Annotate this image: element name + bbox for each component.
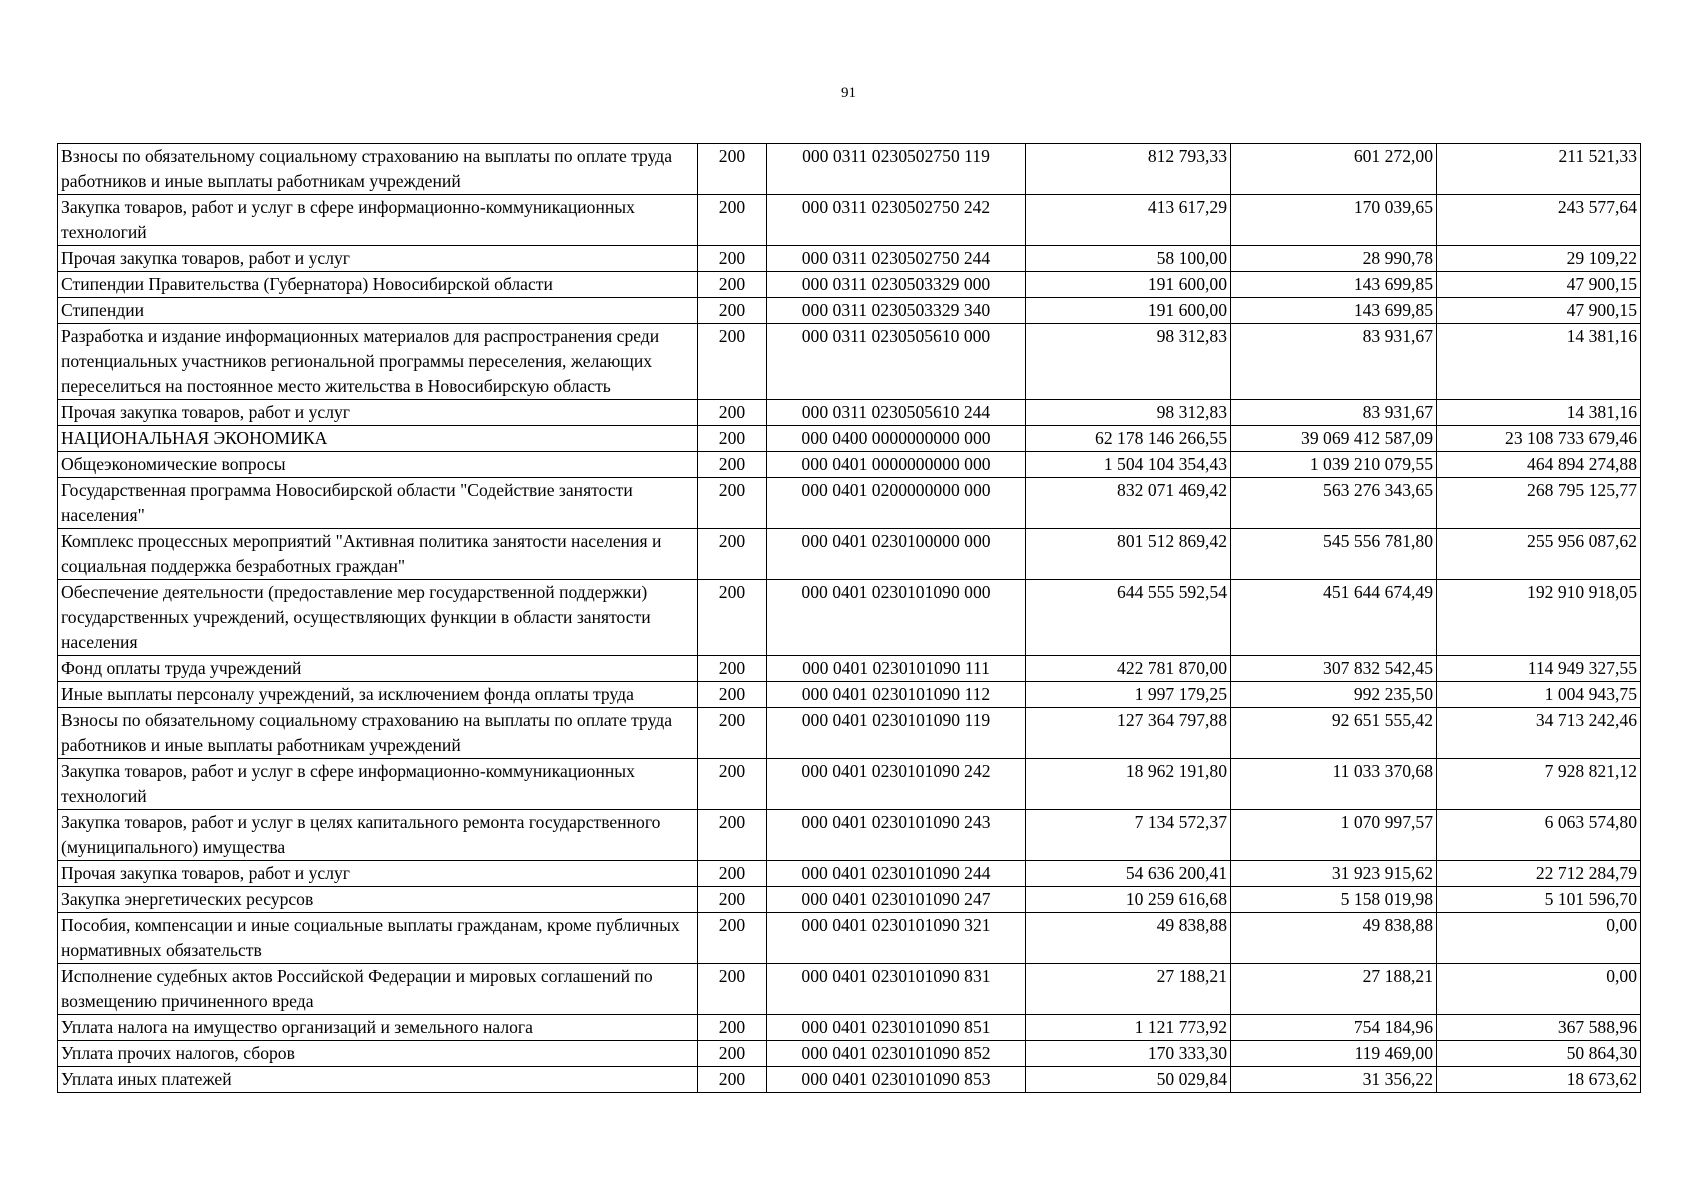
executed-amount-cell: 31 356,22 — [1231, 1067, 1437, 1093]
approved-amount-cell: 1 121 773,92 — [1026, 1015, 1231, 1041]
line-code-cell: 200 — [698, 682, 767, 708]
table-row — [58, 1015, 1641, 1041]
line-code-cell: 200 — [698, 529, 767, 580]
expense-name-cell: Прочая закупка товаров, работ и услуг — [58, 246, 698, 272]
unexecuted-amount-cell: 268 795 125,77 — [1437, 478, 1641, 529]
unexecuted-amount-cell: 243 577,64 — [1437, 195, 1641, 246]
executed-amount-cell: 451 644 674,49 — [1231, 580, 1437, 656]
line-code-cell: 200 — [698, 861, 767, 887]
table-row — [58, 810, 1641, 861]
expense-name-cell: Комплекс процессных мероприятий "Активная политика занятости населения и социальная поддержка безработных граждан" — [58, 529, 698, 580]
unexecuted-amount-cell: 0,00 — [1437, 913, 1641, 964]
line-code-cell: 200 — [698, 324, 767, 400]
table-row — [58, 1041, 1641, 1067]
unexecuted-amount-cell: 464 894 274,88 — [1437, 452, 1641, 478]
line-code-cell: 200 — [698, 580, 767, 656]
expense-name-cell: Разработка и издание информационных материалов для распространения среди потенциальных участников региональной программы переселения, желающих переселиться на постоянное место жительства в Новосибирскую область — [58, 324, 698, 400]
budget-classification-code-cell: 000 0401 0230100000 000 — [767, 529, 1026, 580]
expense-name-cell: Взносы по обязательному социальному страхованию на выплаты по оплате труда работников и иные выплаты работникам учреждений — [58, 144, 698, 195]
unexecuted-amount-cell: 211 521,33 — [1437, 144, 1641, 195]
table-row — [58, 580, 1641, 656]
unexecuted-amount-cell: 6 063 574,80 — [1437, 810, 1641, 861]
table-row — [58, 144, 1641, 195]
unexecuted-amount-cell: 367 588,96 — [1437, 1015, 1641, 1041]
expense-name-cell: Государственная программа Новосибирской области "Содействие занятости населения" — [58, 478, 698, 529]
unexecuted-amount-cell: 5 101 596,70 — [1437, 887, 1641, 913]
expense-name-cell: Обеспечение деятельности (предоставление мер государственной поддержки) государственных учреждений, осуществляющих функции в области занятости населения — [58, 580, 698, 656]
budget-classification-code-cell: 000 0401 0230101090 853 — [767, 1067, 1026, 1093]
table-row — [58, 246, 1641, 272]
executed-amount-cell: 5 158 019,98 — [1231, 887, 1437, 913]
executed-amount-cell: 83 931,67 — [1231, 400, 1437, 426]
budget-classification-code-cell: 000 0401 0230101090 247 — [767, 887, 1026, 913]
table-row — [58, 478, 1641, 529]
line-code-cell: 200 — [698, 144, 767, 195]
executed-amount-cell: 1 070 997,57 — [1231, 810, 1437, 861]
unexecuted-amount-cell: 34 713 242,46 — [1437, 708, 1641, 759]
executed-amount-cell: 143 699,85 — [1231, 298, 1437, 324]
expense-name-cell: Взносы по обязательному социальному страхованию на выплаты по оплате труда работников и иные выплаты работникам учреждений — [58, 708, 698, 759]
executed-amount-cell: 545 556 781,80 — [1231, 529, 1437, 580]
table-row — [58, 298, 1641, 324]
budget-classification-code-cell: 000 0401 0230101090 119 — [767, 708, 1026, 759]
executed-amount-cell: 307 832 542,45 — [1231, 656, 1437, 682]
expense-name-cell: Исполнение судебных актов Российской Федерации и мировых соглашений по возмещению причиненного вреда — [58, 964, 698, 1015]
unexecuted-amount-cell: 14 381,16 — [1437, 400, 1641, 426]
line-code-cell: 200 — [698, 887, 767, 913]
budget-classification-code-cell: 000 0401 0230101090 000 — [767, 580, 1026, 656]
unexecuted-amount-cell: 47 900,15 — [1437, 298, 1641, 324]
executed-amount-cell: 31 923 915,62 — [1231, 861, 1437, 887]
table-row — [58, 759, 1641, 810]
approved-amount-cell: 801 512 869,42 — [1026, 529, 1231, 580]
unexecuted-amount-cell: 192 910 918,05 — [1437, 580, 1641, 656]
budget-classification-code-cell: 000 0311 0230503329 340 — [767, 298, 1026, 324]
expense-name-cell: Уплата прочих налогов, сборов — [58, 1041, 698, 1067]
approved-amount-cell: 49 838,88 — [1026, 913, 1231, 964]
table-row — [58, 682, 1641, 708]
expense-name-cell: Закупка товаров, работ и услуг в сфере информационно-коммуникационных технологий — [58, 195, 698, 246]
approved-amount-cell: 422 781 870,00 — [1026, 656, 1231, 682]
budget-classification-code-cell: 000 0311 0230502750 119 — [767, 144, 1026, 195]
budget-classification-code-cell: 000 0401 0230101090 243 — [767, 810, 1026, 861]
approved-amount-cell: 127 364 797,88 — [1026, 708, 1231, 759]
budget-classification-code-cell: 000 0401 0230101090 112 — [767, 682, 1026, 708]
budget-classification-code-cell: 000 0401 0230101090 851 — [767, 1015, 1026, 1041]
table-row — [58, 1067, 1641, 1093]
approved-amount-cell: 27 188,21 — [1026, 964, 1231, 1015]
expense-name-cell: НАЦИОНАЛЬНАЯ ЭКОНОМИКА — [58, 426, 698, 452]
approved-amount-cell: 58 100,00 — [1026, 246, 1231, 272]
unexecuted-amount-cell: 29 109,22 — [1437, 246, 1641, 272]
approved-amount-cell: 7 134 572,37 — [1026, 810, 1231, 861]
line-code-cell: 200 — [698, 298, 767, 324]
approved-amount-cell: 54 636 200,41 — [1026, 861, 1231, 887]
unexecuted-amount-cell: 114 949 327,55 — [1437, 656, 1641, 682]
unexecuted-amount-cell: 50 864,30 — [1437, 1041, 1641, 1067]
approved-amount-cell: 62 178 146 266,55 — [1026, 426, 1231, 452]
table-body — [58, 144, 1641, 1093]
expense-name-cell: Прочая закупка товаров, работ и услуг — [58, 400, 698, 426]
approved-amount-cell: 50 029,84 — [1026, 1067, 1231, 1093]
page-number: 91 — [841, 85, 856, 101]
expense-name-cell: Стипендии — [58, 298, 698, 324]
expense-name-cell: Стипендии Правительства (Губернатора) Новосибирской области — [58, 272, 698, 298]
approved-amount-cell: 98 312,83 — [1026, 324, 1231, 400]
expense-name-cell: Общеэкономические вопросы — [58, 452, 698, 478]
approved-amount-cell: 10 259 616,68 — [1026, 887, 1231, 913]
executed-amount-cell: 601 272,00 — [1231, 144, 1437, 195]
line-code-cell: 200 — [698, 1015, 767, 1041]
approved-amount-cell: 98 312,83 — [1026, 400, 1231, 426]
table-row — [58, 529, 1641, 580]
line-code-cell: 200 — [698, 708, 767, 759]
approved-amount-cell: 1 997 179,25 — [1026, 682, 1231, 708]
unexecuted-amount-cell: 14 381,16 — [1437, 324, 1641, 400]
line-code-cell: 200 — [698, 1067, 767, 1093]
budget-classification-code-cell: 000 0401 0230101090 852 — [767, 1041, 1026, 1067]
line-code-cell: 200 — [698, 400, 767, 426]
table-row — [58, 324, 1641, 400]
table-row — [58, 656, 1641, 682]
budget-classification-code-cell: 000 0401 0230101090 244 — [767, 861, 1026, 887]
table-row — [58, 452, 1641, 478]
executed-amount-cell: 49 838,88 — [1231, 913, 1437, 964]
table-row — [58, 861, 1641, 887]
line-code-cell: 200 — [698, 195, 767, 246]
line-code-cell: 200 — [698, 426, 767, 452]
expense-name-cell: Закупка товаров, работ и услуг в целях капитального ремонта государственного (муниципального) имущества — [58, 810, 698, 861]
budget-table — [57, 143, 1641, 1093]
line-code-cell: 200 — [698, 964, 767, 1015]
budget-classification-code-cell: 000 0401 0200000000 000 — [767, 478, 1026, 529]
unexecuted-amount-cell: 23 108 733 679,46 — [1437, 426, 1641, 452]
table-row — [58, 887, 1641, 913]
executed-amount-cell: 11 033 370,68 — [1231, 759, 1437, 810]
approved-amount-cell: 812 793,33 — [1026, 144, 1231, 195]
table-row — [58, 708, 1641, 759]
unexecuted-amount-cell: 47 900,15 — [1437, 272, 1641, 298]
expense-name-cell: Фонд оплаты труда учреждений — [58, 656, 698, 682]
unexecuted-amount-cell: 22 712 284,79 — [1437, 861, 1641, 887]
expense-name-cell: Иные выплаты персоналу учреждений, за исключением фонда оплаты труда — [58, 682, 698, 708]
budget-classification-code-cell: 000 0311 0230502750 242 — [767, 195, 1026, 246]
budget-classification-code-cell: 000 0401 0230101090 242 — [767, 759, 1026, 810]
unexecuted-amount-cell: 255 956 087,62 — [1437, 529, 1641, 580]
executed-amount-cell: 170 039,65 — [1231, 195, 1437, 246]
executed-amount-cell: 92 651 555,42 — [1231, 708, 1437, 759]
approved-amount-cell: 1 504 104 354,43 — [1026, 452, 1231, 478]
expense-name-cell: Прочая закупка товаров, работ и услуг — [58, 861, 698, 887]
executed-amount-cell: 28 990,78 — [1231, 246, 1437, 272]
line-code-cell: 200 — [698, 810, 767, 861]
budget-classification-code-cell: 000 0401 0000000000 000 — [767, 452, 1026, 478]
executed-amount-cell: 119 469,00 — [1231, 1041, 1437, 1067]
executed-amount-cell: 754 184,96 — [1231, 1015, 1437, 1041]
budget-classification-code-cell: 000 0400 0000000000 000 — [767, 426, 1026, 452]
unexecuted-amount-cell: 1 004 943,75 — [1437, 682, 1641, 708]
executed-amount-cell: 143 699,85 — [1231, 272, 1437, 298]
executed-amount-cell: 39 069 412 587,09 — [1231, 426, 1437, 452]
approved-amount-cell: 18 962 191,80 — [1026, 759, 1231, 810]
executed-amount-cell: 27 188,21 — [1231, 964, 1437, 1015]
approved-amount-cell: 191 600,00 — [1026, 272, 1231, 298]
unexecuted-amount-cell: 18 673,62 — [1437, 1067, 1641, 1093]
budget-classification-code-cell: 000 0311 0230505610 000 — [767, 324, 1026, 400]
table-row — [58, 272, 1641, 298]
table-row — [58, 426, 1641, 452]
line-code-cell: 200 — [698, 478, 767, 529]
table-row — [58, 400, 1641, 426]
budget-classification-code-cell: 000 0401 0230101090 111 — [767, 656, 1026, 682]
executed-amount-cell: 83 931,67 — [1231, 324, 1437, 400]
line-code-cell: 200 — [698, 246, 767, 272]
budget-classification-code-cell: 000 0401 0230101090 831 — [767, 964, 1026, 1015]
expense-name-cell: Уплата иных платежей — [58, 1067, 698, 1093]
budget-classification-code-cell: 000 0311 0230502750 244 — [767, 246, 1026, 272]
executed-amount-cell: 992 235,50 — [1231, 682, 1437, 708]
approved-amount-cell: 832 071 469,42 — [1026, 478, 1231, 529]
approved-amount-cell: 644 555 592,54 — [1026, 580, 1231, 656]
budget-classification-code-cell: 000 0311 0230503329 000 — [767, 272, 1026, 298]
budget-classification-code-cell: 000 0311 0230505610 244 — [767, 400, 1026, 426]
executed-amount-cell: 1 039 210 079,55 — [1231, 452, 1437, 478]
line-code-cell: 200 — [698, 452, 767, 478]
approved-amount-cell: 413 617,29 — [1026, 195, 1231, 246]
table-row — [58, 195, 1641, 246]
expense-name-cell: Уплата налога на имущество организаций и земельного налога — [58, 1015, 698, 1041]
line-code-cell: 200 — [698, 913, 767, 964]
approved-amount-cell: 170 333,30 — [1026, 1041, 1231, 1067]
line-code-cell: 200 — [698, 759, 767, 810]
expense-name-cell: Закупка товаров, работ и услуг в сфере информационно-коммуникационных технологий — [58, 759, 698, 810]
table-row — [58, 964, 1641, 1015]
unexecuted-amount-cell: 0,00 — [1437, 964, 1641, 1015]
budget-classification-code-cell: 000 0401 0230101090 321 — [767, 913, 1026, 964]
table-row — [58, 913, 1641, 964]
executed-amount-cell: 563 276 343,65 — [1231, 478, 1437, 529]
approved-amount-cell: 191 600,00 — [1026, 298, 1231, 324]
line-code-cell: 200 — [698, 272, 767, 298]
line-code-cell: 200 — [698, 656, 767, 682]
expense-name-cell: Пособия, компенсации и иные социальные выплаты гражданам, кроме публичных нормативных обязательств — [58, 913, 698, 964]
expense-name-cell: Закупка энергетических ресурсов — [58, 887, 698, 913]
line-code-cell: 200 — [698, 1041, 767, 1067]
unexecuted-amount-cell: 7 928 821,12 — [1437, 759, 1641, 810]
